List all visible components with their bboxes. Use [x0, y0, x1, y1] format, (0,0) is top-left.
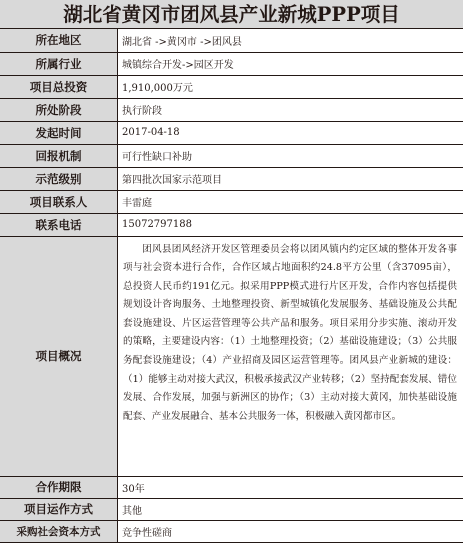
return-mechanism-label: 回报机制: [0, 144, 118, 167]
table-row-investment: [0, 75, 463, 98]
table-row-procurement: [0, 520, 463, 542]
project-title: 湖北省黄冈市团风县产业新城PPP项目: [0, 0, 463, 29]
operation-mode-value: 其他: [118, 498, 463, 520]
table-row-operation-mode: [0, 498, 463, 520]
phone-value: 15072797188: [118, 213, 463, 236]
investment-value: 1,910,000万元: [118, 75, 463, 98]
industry-value: 城镇综合开发->园区开发: [118, 52, 463, 75]
operation-mode-label: 项目运作方式: [0, 498, 118, 520]
overview-label: 项目概况: [0, 236, 118, 476]
start-date-label: 发起时间: [0, 121, 118, 144]
investment-label: 项目总投资: [0, 75, 118, 98]
overview-value: 团风县团风经济开发区管理委员会将以团风镇内约定区域的整体开发各事项与社会资本进行合作，合作区域占地面积约24.8平方公里（含37095亩），总投资人民币约191亿元。拟采用PPP模式进行片区开发，合作内容包括提供规划设计咨询服务、土地整理投资、新型城镇化发展服务、基础设施及公共配套设施建设、片区运营管理等公共产品和服务。项目采用分步实施、滚动开发的策略，主要建设内容：（1）土地整理投资；（2）基础设施建设；（3）公共服务配套设施建设；（4）产业招商及园区运营管理等。团风县产业新城的建设：（1）能够主动对接大武汉，积极承接武汉产业转移；（2）坚持配套发展、错位发展、合作发展，加强与新洲区的协作；（3）主动对接大黄冈，加快基础设施配套、产业发展融合、基本公共服务一体，积极融入黄冈都市区。: [118, 236, 463, 476]
table-row-phone: [0, 213, 463, 236]
demo-level-label: 示范级别: [0, 167, 118, 190]
stage-label: 所处阶段: [0, 98, 118, 121]
contact-value: 丰雷庭: [118, 190, 463, 213]
procurement-label: 采购社会资本方式: [0, 520, 118, 542]
table-row-region: [0, 29, 463, 52]
table-row-term: [0, 476, 463, 498]
phone-label: 联系电话: [0, 213, 118, 236]
table-row-demo-level: [0, 167, 463, 190]
start-date-value: 2017-04-18: [118, 121, 463, 144]
table-row-stage: [0, 98, 463, 121]
table-row-industry: [0, 52, 463, 75]
term-value: 30年: [118, 476, 463, 498]
project-info-table: [0, 29, 463, 543]
industry-label: 所属行业: [0, 52, 118, 75]
table-row-contact: [0, 190, 463, 213]
table-row-start-date: [0, 121, 463, 144]
return-mechanism-value: 可行性缺口补助: [118, 144, 463, 167]
procurement-value: 竞争性磋商: [118, 520, 463, 542]
table-row-overview: [0, 236, 463, 476]
demo-level-value: 第四批次国家示范项目: [118, 167, 463, 190]
region-label: 所在地区: [0, 29, 118, 52]
term-label: 合作期限: [0, 476, 118, 498]
stage-value: 执行阶段: [118, 98, 463, 121]
contact-label: 项目联系人: [0, 190, 118, 213]
table-row-return-mechanism: [0, 144, 463, 167]
region-value: 湖北省 ->黄冈市 ->团风县: [118, 29, 463, 52]
